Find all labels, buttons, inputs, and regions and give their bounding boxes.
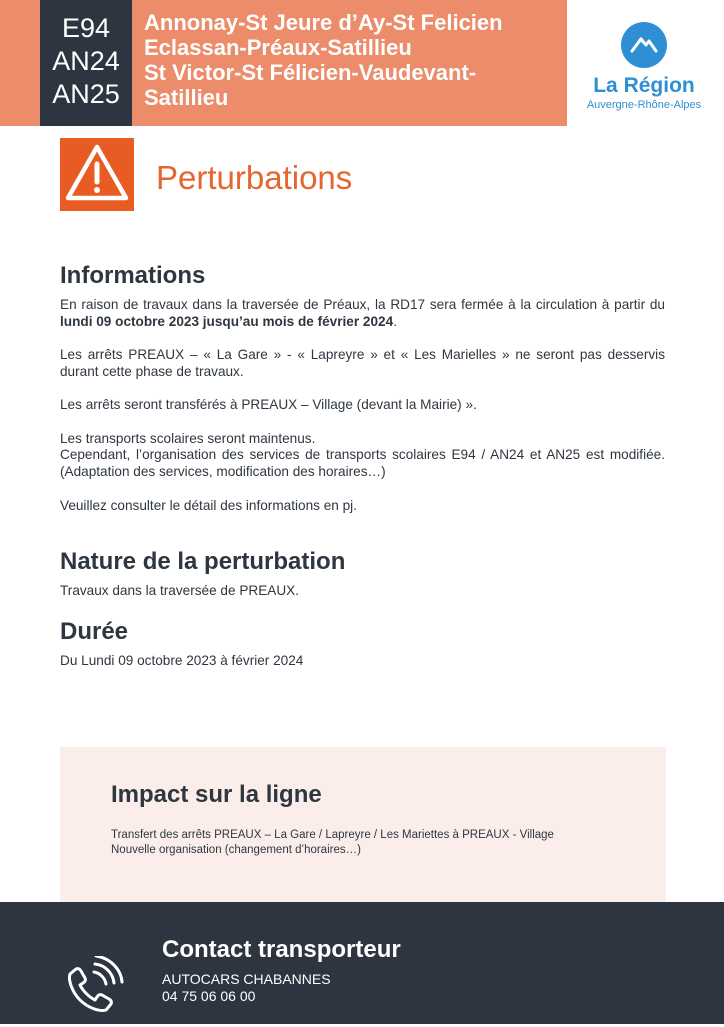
route-line: Eclassan-Préaux-Satillieu bbox=[144, 35, 412, 60]
nature-heading: Nature de la perturbation bbox=[60, 548, 346, 575]
info-text: En raison de travaux dans la traversée de Préaux, la RD17 sera fermée à la circulation à partir du bbox=[60, 297, 665, 312]
mountain-icon bbox=[621, 22, 667, 68]
route-line: Satillieu bbox=[144, 85, 229, 110]
impact-line: Nouvelle organisation (changement d’horaires…) bbox=[111, 843, 361, 856]
impact-line: Transfert des arrêts PREAUX – La Gare / Lapreyre / Les Mariettes à PREAUX - Village bbox=[111, 829, 554, 841]
duree-heading: Durée bbox=[60, 618, 129, 645]
line-numbers bbox=[40, 0, 132, 126]
nature-text: Travaux dans la traversée de PREAUX. bbox=[60, 583, 300, 598]
informations-heading: Informations bbox=[60, 262, 206, 289]
info-paragraph-4a: Les transports scolaires seront maintenus. bbox=[60, 431, 316, 446]
info-paragraph-4b: Cependant, l’organisation des services de transports scolaires E94 / AN24 et AN25 est modifiée. (Adaptation des services, modification des horaires…) bbox=[60, 447, 665, 479]
info-date-bold: lundi 09 octobre 2023 jusqu’au mois de février 2024 bbox=[60, 313, 394, 329]
contact-heading: Contact transporteur bbox=[162, 936, 401, 963]
contact-footer bbox=[0, 902, 724, 1024]
route-line: Annonay-St Jeure d’Ay-St Felicien bbox=[144, 10, 503, 35]
logo-name: La Région bbox=[593, 74, 695, 97]
impact-box bbox=[60, 747, 666, 902]
warning-icon bbox=[60, 138, 134, 211]
duree-text: Du Lundi 09 octobre 2023 à février 2024 bbox=[60, 653, 304, 668]
contact-company: AUTOCARS CHABANNES bbox=[162, 971, 331, 987]
page-title: Perturbations bbox=[156, 159, 353, 196]
route-line: St Victor-St Félicien-Vaudevant- bbox=[144, 60, 477, 85]
region-logo bbox=[584, 22, 704, 122]
route-title bbox=[144, 10, 564, 110]
line-number: AN24 bbox=[52, 46, 120, 76]
info-paragraph-3: Les arrêts seront transférés à PREAUX – Village (devant la Mairie) ». bbox=[60, 397, 477, 412]
impact-heading: Impact sur la ligne bbox=[111, 781, 322, 808]
phone-icon bbox=[58, 956, 124, 1022]
contact-phone[interactable]: 04 75 06 06 00 bbox=[162, 988, 256, 1004]
impact-details bbox=[111, 828, 554, 857]
info-paragraph-1 bbox=[60, 297, 665, 330]
info-paragraph-2: Les arrêts PREAUX – « La Gare » - « Lapreyre » et « Les Marielles » ne seront pas desservis durant cette phase de travaux. bbox=[60, 347, 665, 379]
info-text: . bbox=[393, 313, 397, 329]
logo-subtitle: Auvergne-Rhône-Alpes bbox=[586, 99, 702, 111]
info-paragraph-5: Veuillez consulter le détail des informations en pj. bbox=[60, 498, 357, 513]
line-number: E94 bbox=[61, 13, 111, 43]
line-number: AN25 bbox=[52, 79, 120, 109]
